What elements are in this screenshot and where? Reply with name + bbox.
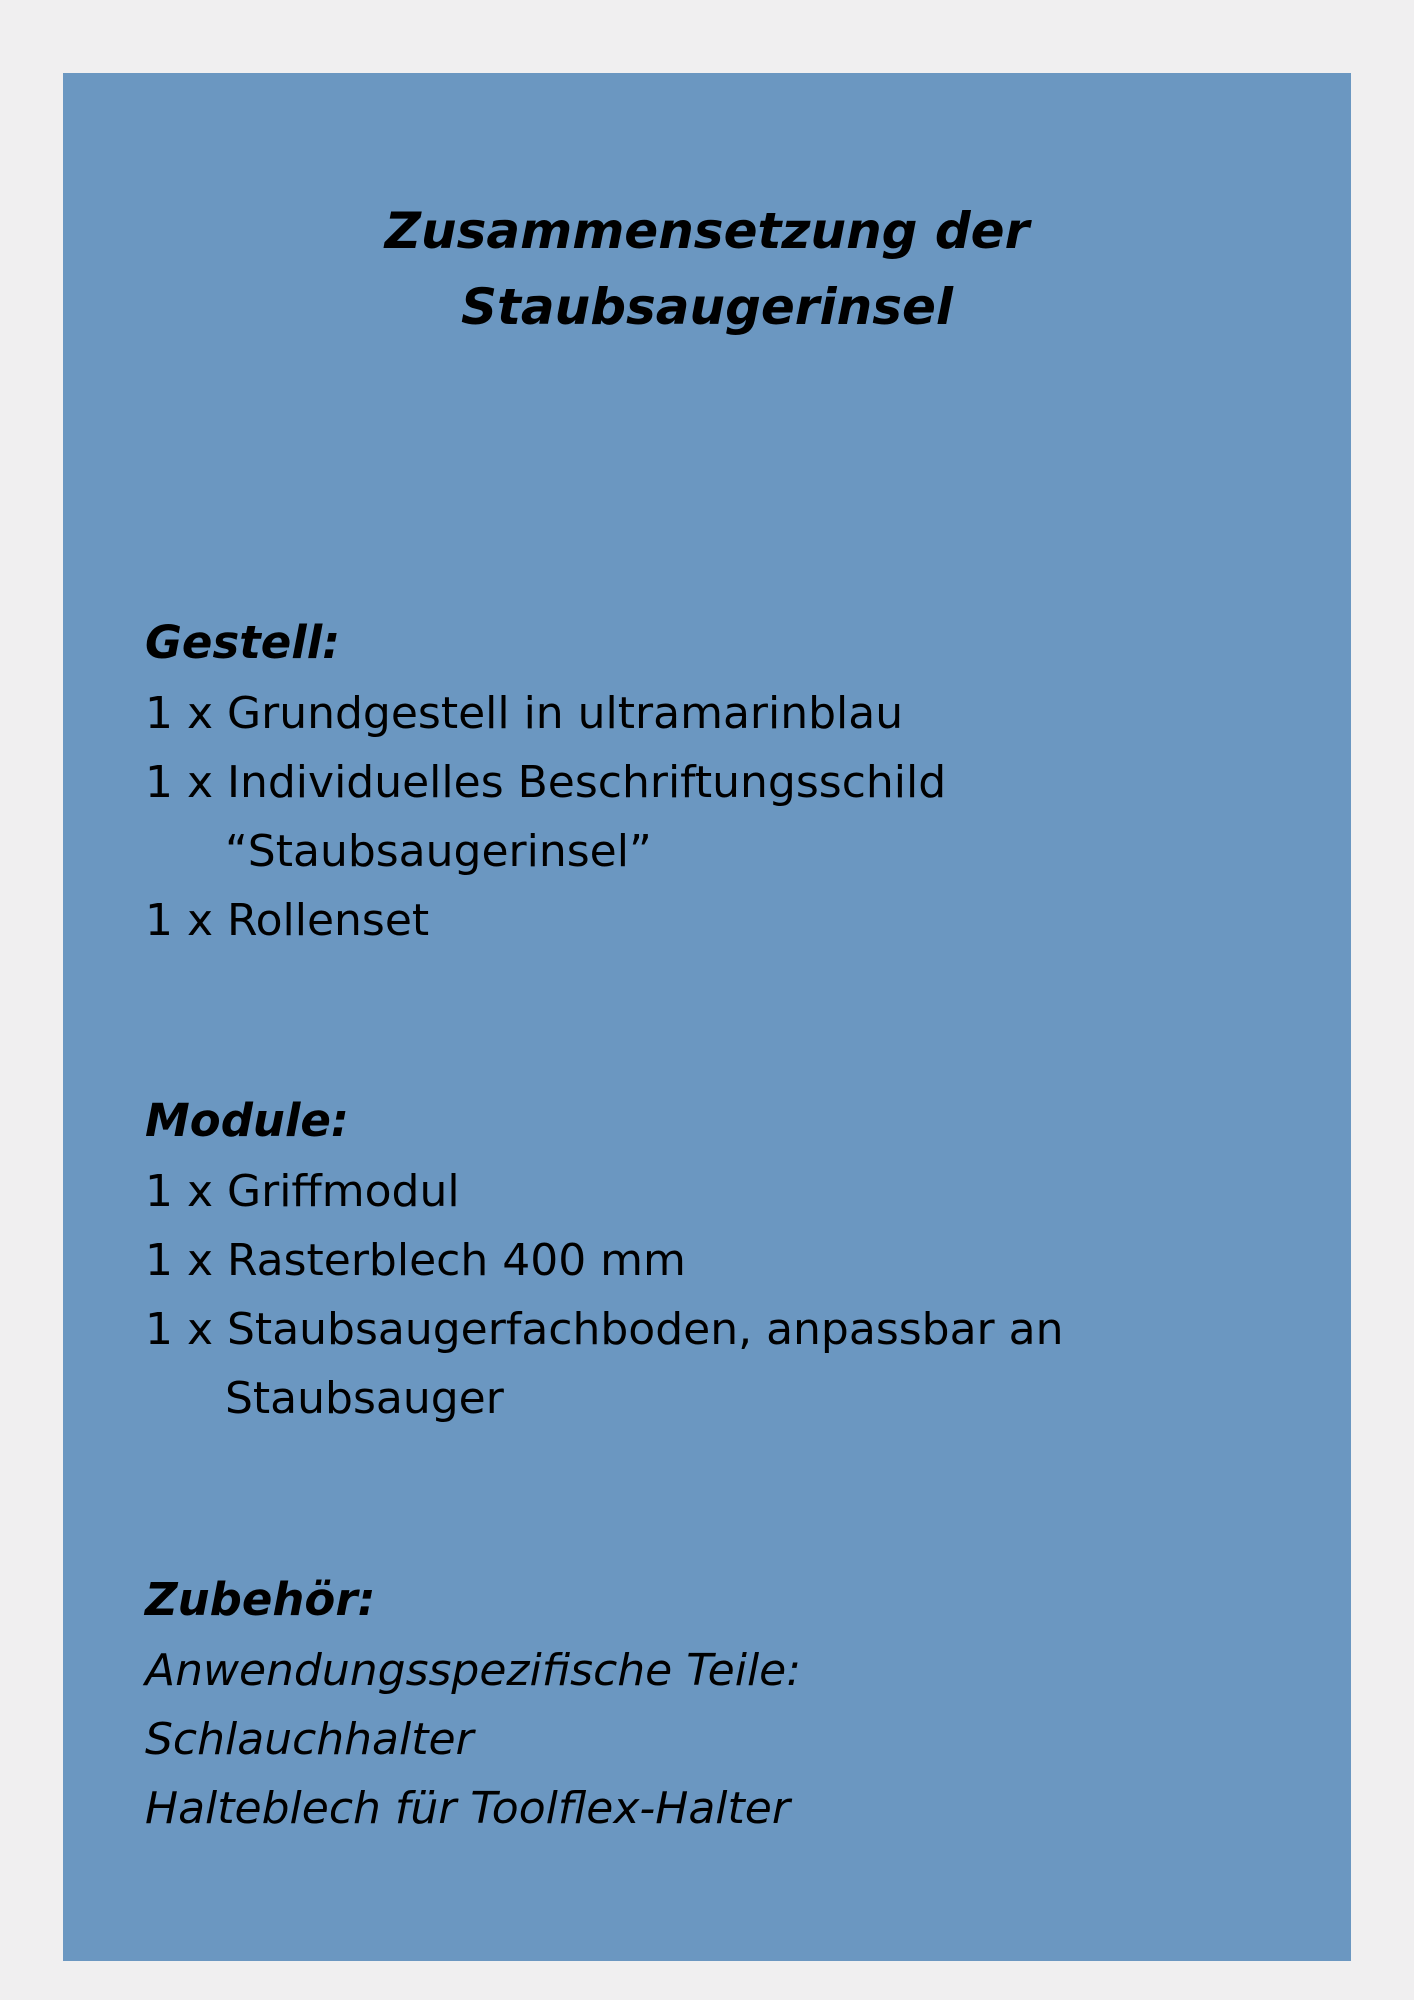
list-item-continuation: Staubsauger <box>225 1373 504 1424</box>
list-item-continuation: “Staubsaugerinsel” <box>225 826 652 877</box>
page-title-line-1: Zusammensetzung der <box>384 202 1030 260</box>
list-item: 1 x Staubsaugerfachboden, anpassbar an <box>145 1304 1064 1355</box>
list-item: 1 x Individuelles Beschriftungsschild <box>145 757 947 808</box>
section-gestell <box>145 613 1295 955</box>
section-heading-module: Module: <box>145 1094 349 1147</box>
content-card <box>63 73 1351 1961</box>
section-module <box>145 1091 1295 1433</box>
list-item: Anwendungsspezifische Teile: <box>145 1645 802 1696</box>
list-item: 1 x Griffmodul <box>145 1166 460 1217</box>
page-title <box>63 193 1351 345</box>
list-item: 1 x Grundgestell in ultramarinblau <box>145 688 904 739</box>
section-heading-gestell: Gestell: <box>145 616 341 669</box>
list-item: 1 x Rasterblech 400 mm <box>145 1235 686 1286</box>
section-heading-zubehoer: Zubehör: <box>145 1573 376 1626</box>
page-title-line-2: Staubsaugerinsel <box>460 278 954 336</box>
list-item: Schlauchhalter <box>145 1714 474 1765</box>
section-zubehoer <box>145 1570 1295 1843</box>
list-item: Halteblech für Toolflex-Halter <box>145 1783 790 1834</box>
list-item: 1 x Rollenset <box>145 895 430 946</box>
